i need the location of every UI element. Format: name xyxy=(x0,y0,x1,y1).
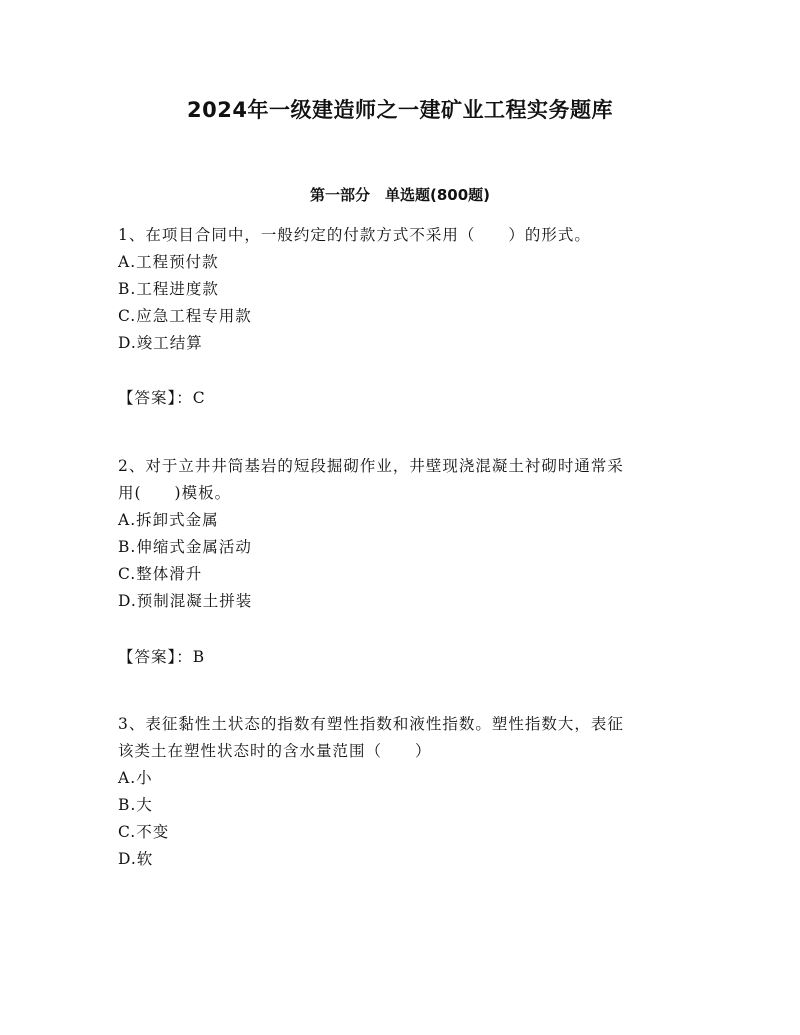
option-b: B.大 xyxy=(118,796,153,814)
option-a: A.小 xyxy=(118,769,153,787)
option-d: D.竣工结算 xyxy=(118,334,203,352)
option-c: C.整体滑升 xyxy=(118,565,203,583)
question-stem-line-2: 用( )模板。 xyxy=(118,484,232,502)
question-1 xyxy=(118,222,688,357)
document-title: 2024年一级建造师之一建矿业工程实务题库 xyxy=(187,98,613,122)
answer-2: 【答案】：B xyxy=(118,648,206,666)
section-heading: 第一部分 单选题(800题) xyxy=(309,186,491,204)
question-3 xyxy=(118,711,688,873)
question-stem-line-1: 3、表征黏性土状态的指数有塑性指数和液性指数。塑性指数大，表征 xyxy=(118,715,624,733)
question-2 xyxy=(118,453,688,615)
question-stem-line-1: 2、对于立井井筒基岩的短段掘砌作业，井壁现浇混凝土衬砌时通常采 xyxy=(118,457,624,475)
answer-1: 【答案】：C xyxy=(118,389,206,407)
option-d: D.软 xyxy=(118,850,154,868)
option-b: B.工程进度款 xyxy=(118,280,219,298)
question-stem-line-2: 该类土在塑性状态时的含水量范围（ ） xyxy=(118,742,432,760)
option-c: C.不变 xyxy=(118,823,170,841)
question-stem: 1、在项目合同中，一般约定的付款方式不采用（ ）的形式。 xyxy=(118,226,591,244)
option-a: A.工程预付款 xyxy=(118,253,219,271)
option-a: A.拆卸式金属 xyxy=(118,511,219,529)
option-d: D.预制混凝土拼装 xyxy=(118,592,253,610)
option-c: C.应急工程专用款 xyxy=(118,307,252,325)
option-b: B.伸缩式金属活动 xyxy=(118,538,252,556)
